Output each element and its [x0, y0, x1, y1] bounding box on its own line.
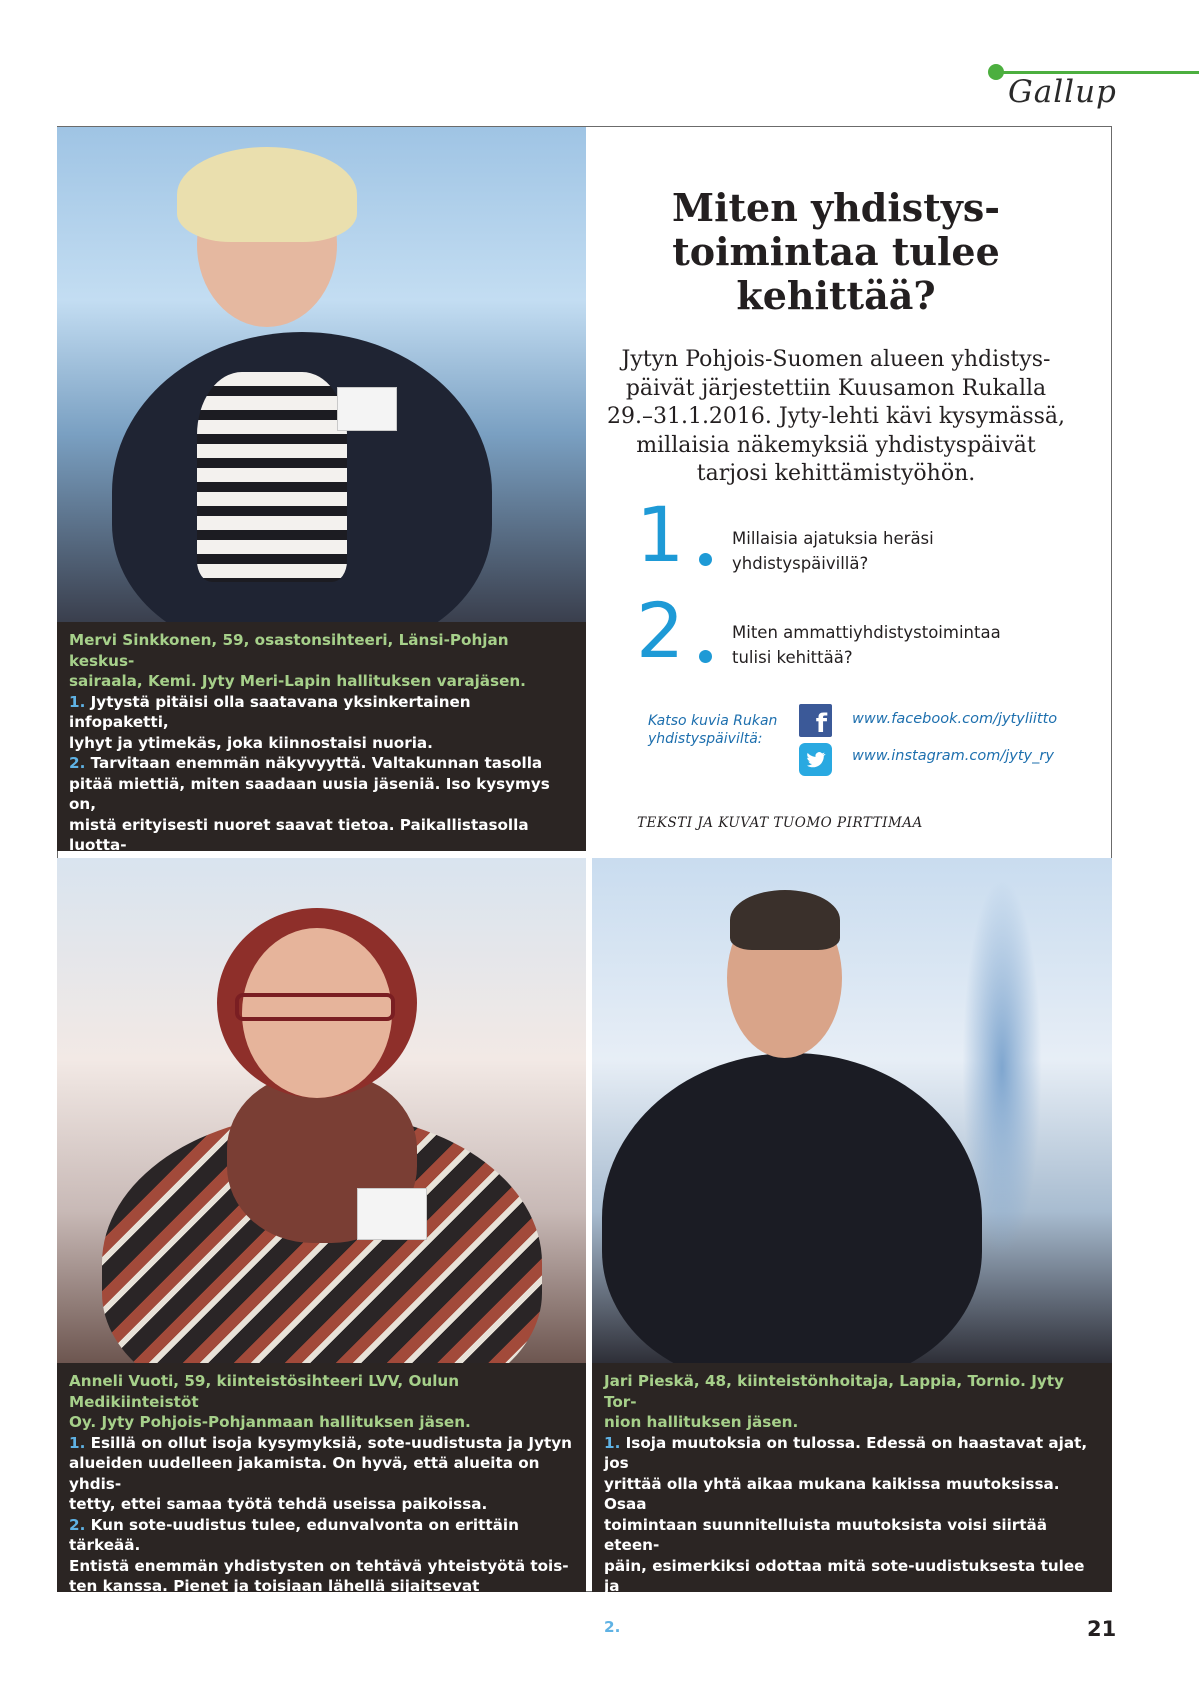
interviewee-2-name: Anneli Vuoti, 59, kiinteistösihteeri LVV, Oulun Medikiinteistöt Oy. Jyty Pohjois-Pohjanmaan hallituksen jäsen. [69, 1372, 471, 1431]
instagram-link[interactable]: www.instagram.com/jyty_ry [852, 748, 1054, 764]
section-label: Gallup [1008, 74, 1117, 110]
question-number-2: 2 [636, 586, 685, 675]
page-number: 21 [1087, 1617, 1117, 1641]
facebook-icon[interactable]: f [799, 704, 832, 737]
question-2: Miten ammattiyhdistystoimintaa tulisi kehittää? [732, 623, 1001, 667]
question-number-1: 1 [636, 490, 685, 579]
photo-gallery-prompt: Katso kuvia Rukan yhdistyspäiviltä: [648, 713, 778, 747]
portrait-photo-3 [592, 858, 1112, 1363]
question-number-1-dot [699, 553, 712, 566]
answer-3-1: 1. Isoja muutoksia on tulossa. Edessä on haastavat ajat, jos yrittää olla yhtä aikaa mukana kaikissa muutoksissa. Osaa toimintaan suunnitelluista muutoksista voisi siirtää eteen- päin, esimerkiksi odottaa mitä sote-uudistuksesta tulee ja reagoida sen mukaan. [604, 1433, 1088, 1616]
portrait-photo-1 [57, 127, 586, 622]
interviewee-3-name: Jari Pieskä, 48, kiinteistönhoitaja, Lappia, Tornio. Jyty Tor- nion hallituksen jäsen. [604, 1372, 1064, 1431]
interviewee-caption-1 [57, 622, 586, 854]
article-credit: TEKSTI JA KUVAT TUOMO PIRTTIMAA [637, 815, 923, 831]
twitter-icon[interactable] [799, 743, 832, 776]
answer-1-1: 1. Jytystä pitäisi olla saatavana yksinkertainen infopaketti, lyhyt ja ytimekäs, joka kiinnostaisi nuoria. [69, 692, 471, 752]
answer-2-1: 1. Esillä on ollut isoja kysymyksiä, sote-uudistusta ja Jytyn alueiden uudelleen jakamista. On hyvä, että alueita on yhdis- tetty, ettei samaa työtä tehdä useissa paikoissa. [69, 1433, 572, 1513]
section-dot [988, 64, 1004, 80]
question-number-2-dot [699, 650, 712, 663]
interviewee-1-name: Mervi Sinkkonen, 59, osastonsihteeri, Länsi-Pohjan keskus- sairaala, Kemi. Jyty Meri-Lapin hallituksen varajäsen. [69, 631, 526, 690]
answer-2-2: 2. Kun sote-uudistus tulee, edunvalvonta on erittäin tärkeää. Entistä enemmän yhdistysten on tehtävä yhteistyötä tois- ten kanssa. Pienet ja toisiaan lähellä sijaitsevat yhdistykset voisivat harkita yhdistymistä. Lapin pitkillä etäisyyksillä se ei aina toimi. [69, 1515, 569, 1677]
article-headline: Miten yhdistys- toimintaa tulee kehittää? [672, 185, 1000, 318]
interviewee-caption-2 [57, 1363, 586, 1677]
article-intro: Jytyn Pohjois-Suomen alueen yhdistys- päivät järjestettiin Kuusamon Rukalla 29.–31.1.2016. Jyty-lehti kävi kysymässä, millaisia näkemyksiä yhdistyspäivät tarjosi kehittämistyöhön. [606, 347, 1066, 486]
facebook-link[interactable]: www.facebook.com/jytyliitto [852, 711, 1058, 727]
portrait-photo-2 [57, 858, 586, 1363]
question-1: Millaisia ajatuksia heräsi yhdistyspäivillä? [732, 529, 934, 573]
answer-1-2: 2. Tarvitaan enemmän näkyvyyttä. Valtakunnan tasolla pitää miettiä, miten saadaan uusia jäseniä. Iso kysymys on, mistä erityisesti nuoret saavat tietoa. Paikallistasolla luotta- [69, 754, 550, 854]
answer-3-2: 2. Jäsenmäärä vähenee, uusia jäseniä pitää pyrkiä saamaan lisää. Kentällä on oltava aktiivisesti liikkeellä ja näyttävä työpaikoilla nykyistä paremmin. [604, 1618, 1094, 1698]
